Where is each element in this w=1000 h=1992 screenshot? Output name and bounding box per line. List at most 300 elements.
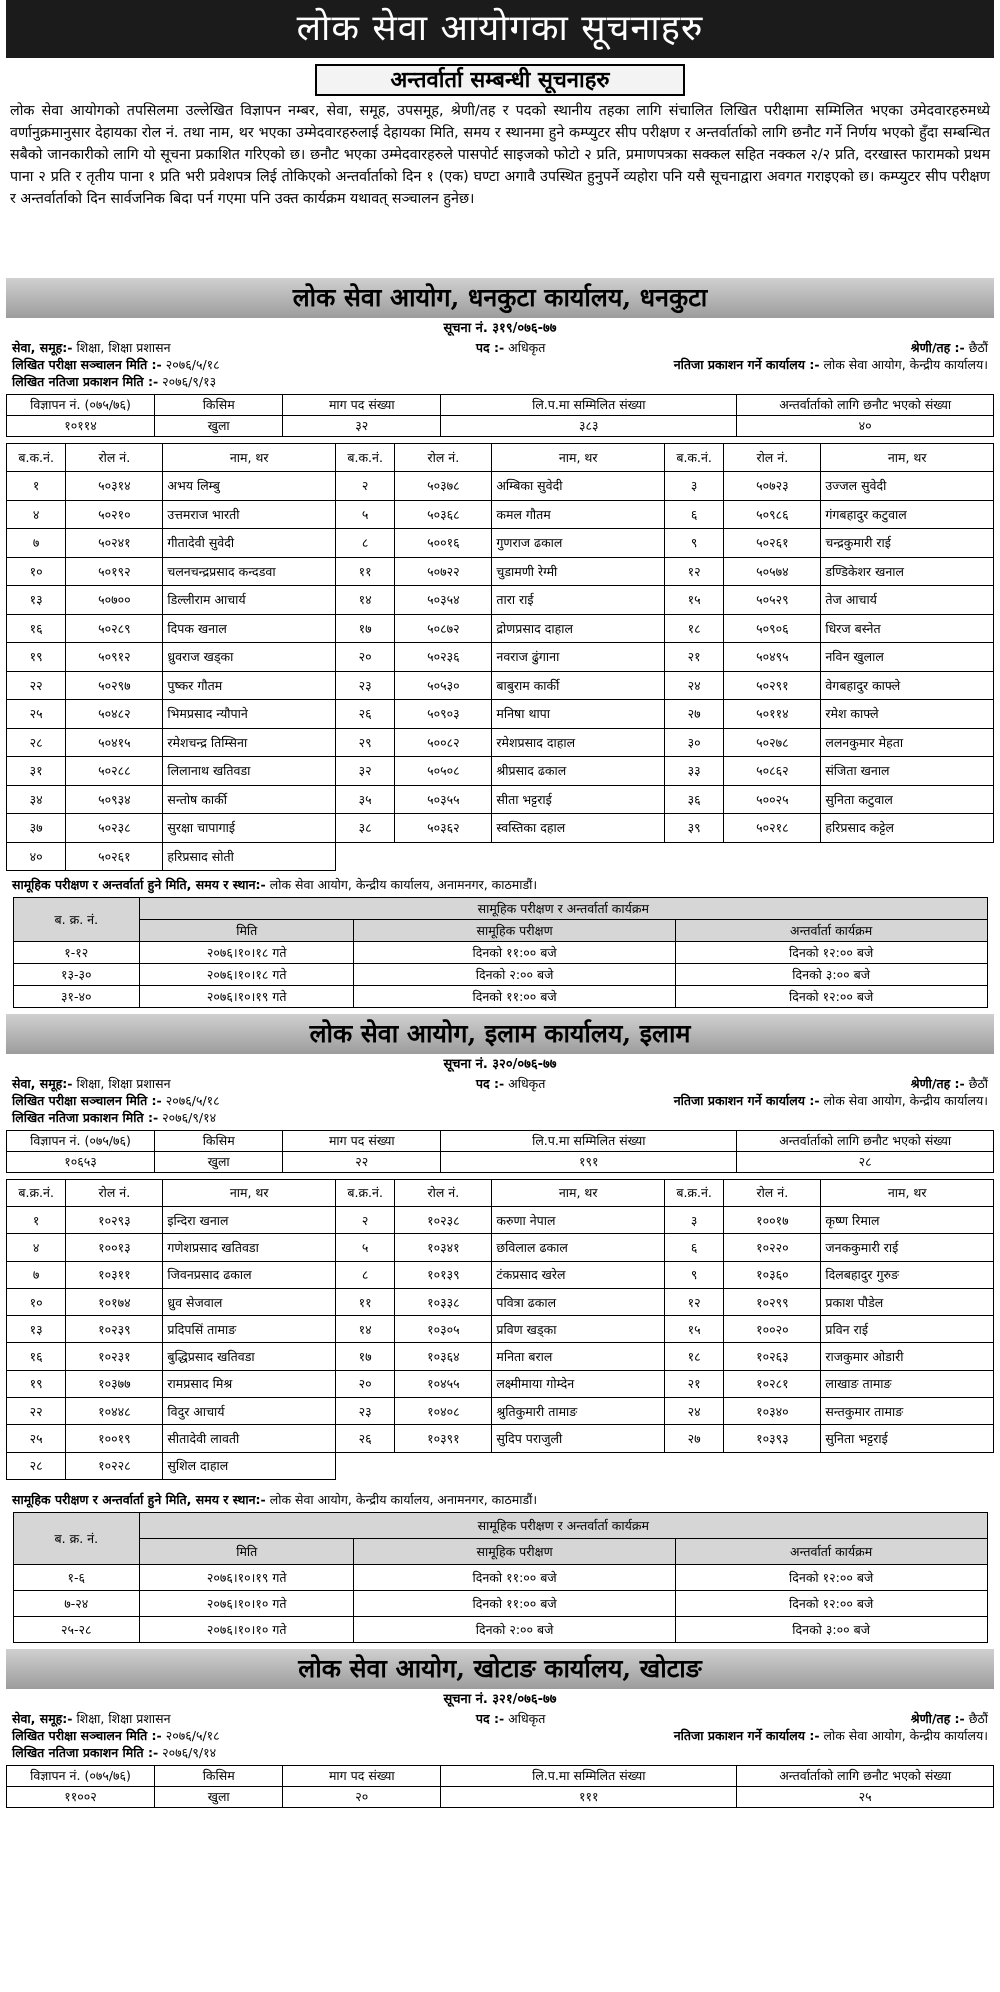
vac-header: किसिम <box>155 1765 283 1786</box>
roll-cell: ५०२६१ <box>724 529 821 558</box>
table-row <box>7 557 994 586</box>
meta-row-2 <box>6 1727 994 1744</box>
table-row <box>7 1206 994 1233</box>
pad-label: पद :- <box>475 339 505 355</box>
roll-cell: १०२६३ <box>724 1343 821 1370</box>
vac-header: माग पद संख्या <box>283 1130 441 1151</box>
roll-cell: १०२३१ <box>66 1343 163 1370</box>
table-row <box>13 986 987 1008</box>
serial-cell: ३३ <box>664 757 723 786</box>
serial-cell: ३ <box>664 472 723 501</box>
cand-header: रोल नं. <box>66 443 163 472</box>
serial-cell: १८ <box>664 1343 723 1370</box>
table-row <box>7 785 994 814</box>
sched-header: अन्तर्वार्ता कार्यक्रम <box>675 1538 987 1564</box>
table-row <box>13 942 987 964</box>
empty-cell <box>395 1452 492 1479</box>
roll-cell: ५०२८९ <box>66 614 163 643</box>
roll-cell: ५००२५ <box>724 785 821 814</box>
interview-cell: दिनको ३:०० बजे <box>675 1616 987 1642</box>
roll-cell: ५०५७४ <box>724 557 821 586</box>
serial-cell: ३९ <box>664 814 723 843</box>
vac-demand: २० <box>283 1786 441 1807</box>
roll-cell: ५०३६८ <box>395 500 492 529</box>
roll-cell: ५०७२२ <box>395 557 492 586</box>
office-ilam <box>6 1014 994 1643</box>
seva-label: सेवा, समूह:- <box>12 1075 73 1091</box>
name-cell: डण्डिकेशर खनाल <box>821 557 994 586</box>
roll-cell: ५०४१५ <box>66 728 163 757</box>
vac-demand: ३२ <box>283 415 441 436</box>
name-cell: हरिप्रसाद कट्टेल <box>821 814 994 843</box>
meta-row-3 <box>6 373 994 390</box>
serial-cell: ४ <box>7 1234 66 1261</box>
roll-cell: ५०५३० <box>395 671 492 700</box>
serial-cell: २२ <box>7 1398 66 1425</box>
name-cell: जिवनप्रसाद ढकाल <box>163 1261 336 1288</box>
vac-header: विज्ञापन नं. (०७५/७६) <box>7 394 155 415</box>
vacancy-table <box>6 394 994 437</box>
name-cell: उत्तमराज भारती <box>163 500 336 529</box>
office-title: लोक सेवा आयोग, खोटाङ कार्यालय, खोटाङ <box>6 1649 994 1689</box>
empty-cell <box>821 842 994 871</box>
vac-header: माग पद संख्या <box>283 1765 441 1786</box>
exam-date-value: २०७६/५/१८ <box>165 356 220 372</box>
name-cell: प्रविन राई <box>821 1316 994 1343</box>
cand-header: रोल नं. <box>395 1179 492 1206</box>
roll-cell: १०२३८ <box>395 1206 492 1233</box>
name-cell: उज्जल सुवेदी <box>821 472 994 501</box>
vac-header: अन्तर्वार्ताको लागि छनौट भएको संख्या <box>737 1765 994 1786</box>
name-cell: श्रुतिकुमारी तामाङ <box>492 1398 665 1425</box>
serial-cell: २४ <box>664 671 723 700</box>
meta-row-1 <box>6 1710 994 1727</box>
vacancy-table <box>6 1765 994 1808</box>
name-cell: लक्ष्मीमाया गोम्देन <box>492 1370 665 1397</box>
empty-cell <box>821 1452 994 1479</box>
roll-cell: १०४४८ <box>66 1398 163 1425</box>
result-date-value: २०७६/९/१४ <box>162 1744 217 1760</box>
name-cell: बुद्धिप्रसाद खतिवडा <box>163 1343 336 1370</box>
name-cell: करुणा नेपाल <box>492 1206 665 1233</box>
seva-value: शिक्षा, शिक्षा प्रशासन <box>76 1075 171 1091</box>
serial-cell: २६ <box>335 700 394 729</box>
serial-cell: ११ <box>335 557 394 586</box>
table-row <box>7 529 994 558</box>
serial-cell: ५ <box>335 1234 394 1261</box>
name-cell: प्रविण खड्का <box>492 1316 665 1343</box>
shreni-value: छैठौं <box>968 339 988 355</box>
pad-value: अधिकृत <box>508 1710 546 1726</box>
serial-cell: ३५ <box>335 785 394 814</box>
name-cell: दिपक खनाल <box>163 614 336 643</box>
table-row <box>7 586 994 615</box>
name-cell: संजिता खनाल <box>821 757 994 786</box>
cand-header: नाम, थर <box>163 1179 336 1206</box>
roll-cell: ५०९३४ <box>66 785 163 814</box>
interview-cell: दिनको ३:०० बजे <box>675 964 987 986</box>
venue-value: लोक सेवा आयोग, केन्द्रीय कार्यालय, अनामनगर, काठमाडौं। <box>269 1491 538 1507</box>
vac-header: लि.प.मा सम्मिलित संख्या <box>441 1130 737 1151</box>
name-cell: इन्दिरा खनाल <box>163 1206 336 1233</box>
name-cell: नवराज ढुंगाना <box>492 643 665 672</box>
roll-cell: ५००८२ <box>395 728 492 757</box>
roll-cell: १०२२८ <box>66 1452 163 1479</box>
table-row <box>7 1425 994 1452</box>
range-cell: १-६ <box>13 1564 140 1590</box>
serial-cell: ३२ <box>335 757 394 786</box>
empty-cell <box>664 1452 723 1479</box>
cand-header: नाम, थर <box>163 443 336 472</box>
name-cell: सन्तकुमार तामाङ <box>821 1398 994 1425</box>
serial-cell: १३ <box>7 1316 66 1343</box>
cand-header: ब.क.नं. <box>7 443 66 472</box>
empty-cell <box>492 842 665 871</box>
name-cell: चन्द्रकुमारी राई <box>821 529 994 558</box>
roll-cell: ५०८७२ <box>395 614 492 643</box>
vac-ad-no: ११००२ <box>7 1786 155 1807</box>
roll-cell: १०३९३ <box>724 1425 821 1452</box>
vac-header: लि.प.मा सम्मिलित संख्या <box>441 394 737 415</box>
name-cell: कृष्ण रिमाल <box>821 1206 994 1233</box>
serial-cell: २६ <box>335 1425 394 1452</box>
sched-header: सामूहिक परीक्षण <box>354 920 675 942</box>
serial-cell: १५ <box>664 586 723 615</box>
name-cell: विदुर आचार्य <box>163 1398 336 1425</box>
cand-header: रोल नं. <box>395 443 492 472</box>
sched-header: मिति <box>140 920 354 942</box>
vac-type: खुला <box>155 1786 283 1807</box>
roll-cell: ५०९८६ <box>724 500 821 529</box>
serial-cell: २९ <box>335 728 394 757</box>
exam-date-value: २०७६/५/१८ <box>165 1727 220 1743</box>
serial-cell: १६ <box>7 1343 66 1370</box>
roll-cell: १०१३९ <box>395 1261 492 1288</box>
vac-type: खुला <box>155 1151 283 1172</box>
roll-cell: ५०५२९ <box>724 586 821 615</box>
pad-value: अधिकृत <box>508 1075 546 1091</box>
group-test-cell: दिनको ११:०० बजे <box>354 1564 675 1590</box>
name-cell: सीतादेवी लावती <box>163 1425 336 1452</box>
range-cell: ३१-४० <box>13 986 140 1008</box>
name-cell: अभय लिम्बु <box>163 472 336 501</box>
sched-header: ब. क्र. नं. <box>13 898 140 942</box>
serial-cell: १० <box>7 557 66 586</box>
serial-cell: ६ <box>664 1234 723 1261</box>
name-cell: वेगबहादुर काफ्ले <box>821 671 994 700</box>
name-cell: रामप्रसाद मिश्र <box>163 1370 336 1397</box>
serial-cell: ११ <box>335 1288 394 1315</box>
roll-cell: ५०२९७ <box>66 671 163 700</box>
serial-cell: २८ <box>7 728 66 757</box>
name-cell: लिलानाथ खतिवडा <box>163 757 336 786</box>
group-test-cell: दिनको ११:०० बजे <box>354 986 675 1008</box>
shreni-value: छैठौं <box>968 1710 988 1726</box>
serial-cell: २ <box>335 1206 394 1233</box>
roll-cell: ५०७०० <box>66 586 163 615</box>
serial-cell: १२ <box>664 1288 723 1315</box>
empty-cell <box>492 1452 665 1479</box>
roll-cell: ५०३७८ <box>395 472 492 501</box>
result-date-value: २०७६/९/१३ <box>162 373 217 389</box>
date-cell: २०७६।१०।१० गते <box>140 1590 354 1616</box>
date-cell: २०७६।१०।१८ गते <box>140 964 354 986</box>
cand-header: ब.क्र.नं. <box>335 1179 394 1206</box>
range-cell: १३-३० <box>13 964 140 986</box>
vac-demand: २२ <box>283 1151 441 1172</box>
serial-cell: ३ <box>664 1206 723 1233</box>
table-row <box>7 1343 994 1370</box>
result-date-label: लिखित नतिजा प्रकाशन मिति :- <box>12 1109 159 1125</box>
vac-header: विज्ञापन नं. (०७५/७६) <box>7 1130 155 1151</box>
name-cell: अम्बिका सुवेदी <box>492 472 665 501</box>
vac-header: माग पद संख्या <box>283 394 441 415</box>
serial-cell: १३ <box>7 586 66 615</box>
candidate-table <box>6 1179 994 1480</box>
roll-cell: १०४०८ <box>395 1398 492 1425</box>
serial-cell: १९ <box>7 1370 66 1397</box>
cand-header: नाम, थर <box>492 1179 665 1206</box>
name-cell: प्रदिपसिं तामाङ <box>163 1316 336 1343</box>
schedule-table <box>13 1512 988 1643</box>
table-row <box>7 472 994 501</box>
name-cell: मनिता बराल <box>492 1343 665 1370</box>
cand-header: रोल नं. <box>724 443 821 472</box>
interview-cell: दिनको १२:०० बजे <box>675 942 987 964</box>
cand-header: ब.क्र.नं. <box>664 1179 723 1206</box>
serial-cell: २७ <box>664 700 723 729</box>
serial-cell: ३० <box>664 728 723 757</box>
vac-header: लि.प.मा सम्मिलित संख्या <box>441 1765 737 1786</box>
name-cell: सुनिता भट्टराई <box>821 1425 994 1452</box>
range-cell: २५-२८ <box>13 1616 140 1642</box>
office-title: लोक सेवा आयोग, इलाम कार्यालय, इलाम <box>6 1014 994 1054</box>
table-row <box>7 500 994 529</box>
vac-header: किसिम <box>155 1130 283 1151</box>
name-cell: रमेशचन्द्र तिम्सिना <box>163 728 336 757</box>
sched-header: सामूहिक परीक्षण <box>354 1538 675 1564</box>
venue-label: सामूहिक परीक्षण र अन्तर्वार्ता हुने मिति, समय र स्थान:- <box>12 1491 266 1507</box>
vac-appeared: १११ <box>441 1786 737 1807</box>
serial-cell: ३८ <box>335 814 394 843</box>
name-cell: गणेशप्रसाद खतिवडा <box>163 1234 336 1261</box>
table-row <box>13 1590 987 1616</box>
venue-label: सामूहिक परीक्षण र अन्तर्वार्ता हुने मिति, समय र स्थान:- <box>12 877 266 893</box>
table-row <box>7 1398 994 1425</box>
table-row <box>7 842 994 871</box>
vac-selected: ४० <box>737 415 994 436</box>
result-date-value: २०७६/९/१४ <box>162 1109 217 1125</box>
table-row <box>13 1564 987 1590</box>
serial-cell: ८ <box>335 529 394 558</box>
roll-cell: १०३९१ <box>395 1425 492 1452</box>
roll-cell: ५०२६१ <box>66 842 163 871</box>
interview-subheading: अन्तर्वार्ता सम्बन्धी सूचनाहरु <box>315 64 685 96</box>
notice-number: सूचना नं. ३२१/०७६-७७ <box>443 1691 557 1707</box>
roll-cell: १०३४१ <box>395 1234 492 1261</box>
office-dhankuta <box>6 278 994 1008</box>
roll-cell: १०४५५ <box>395 1370 492 1397</box>
sched-group-header: सामूहिक परीक्षण र अन्तर्वार्ता कार्यक्रम <box>140 898 987 920</box>
empty-cell <box>724 842 821 871</box>
serial-cell: २० <box>335 643 394 672</box>
name-cell: मनिषा थापा <box>492 700 665 729</box>
sched-header: मिति <box>140 1538 354 1564</box>
date-cell: २०७६।१०।१९ गते <box>140 986 354 1008</box>
cand-header: नाम, थर <box>821 1179 994 1206</box>
roll-cell: १०३७७ <box>66 1370 163 1397</box>
result-office-label: नतिजा प्रकाशन गर्ने कार्यालय :- <box>673 1092 820 1108</box>
venue-value: लोक सेवा आयोग, केन्द्रीय कार्यालय, अनामनगर, काठमाडौं। <box>269 877 538 893</box>
roll-cell: ५०११४ <box>724 700 821 729</box>
empty-cell <box>335 842 394 871</box>
roll-cell: ५०९१२ <box>66 643 163 672</box>
roll-cell: १०१७४ <box>66 1288 163 1315</box>
serial-cell: २५ <box>7 1425 66 1452</box>
table-row <box>7 1452 994 1479</box>
name-cell: सन्तोष कार्की <box>163 785 336 814</box>
vacancy-table <box>6 1130 994 1173</box>
meta-row-1 <box>6 1075 994 1092</box>
roll-cell: १०२८१ <box>724 1370 821 1397</box>
serial-cell: २७ <box>664 1425 723 1452</box>
serial-cell: ७ <box>7 1261 66 1288</box>
roll-cell: १०३०५ <box>395 1316 492 1343</box>
name-cell: सुरक्षा चापागाई <box>163 814 336 843</box>
roll-cell: ५०२१८ <box>724 814 821 843</box>
roll-cell: १०२९३ <box>66 1206 163 1233</box>
group-test-cell: दिनको ११:०० बजे <box>354 942 675 964</box>
interview-cell: दिनको १२:०० बजे <box>675 1590 987 1616</box>
intro-paragraph: लोक सेवा आयोगको तपसिलमा उल्लेखित विज्ञापन नम्बर, सेवा, समूह, उपसमूह, श्रेणी/तह र पदको स्थानीय तहका लागि संचालित लिखित परीक्षामा सम्मिलित भएका उमेदवारहरुमध्ये वर्णानुक्रमानुसार देहायका रोल नं. तथा नाम, थर भएका उम्मेदवारहरुलाई देहायका मिति, समय र स्थानमा हुने कम्प्युटर सीप परीक्षण र अन्तर्वार्ताको लागि छनौट गर्ने निर्णय भएको हुँदा सम्बन्धित सबैको जानकारीको लागि यो सूचना प्रकाशित गरिएको छ। छनौट भएका उम्मेदवारहरुले पासपोर्ट साइजको फोटो २ प्रति, प्रमाणपत्रका सक्कल सहित नक्कल २/२ प्रति, दरखास्त फारामको प्रथम पाना २ प्रति र तृतीय पाना १ प्रति भरी प्रवेशपत्र लिई तोकिएको अन्तर्वार्ताको दिन १ (एक) घण्टा अगावै उपस्थित हुनुपर्ने व्यहोरा पनि यसै सूचनाद्वारा अवगत गराइएको छ। कम्प्युटर सीप परीक्षण र अन्तर्वार्ताको दिन सार्वजनिक बिदा पर्न गएमा पनि उक्त कार्यक्रम यथावत् सञ्चालन हुनेछ। <box>10 103 990 207</box>
name-cell: धिरज बस्नेत <box>821 614 994 643</box>
serial-cell: ९ <box>664 1261 723 1288</box>
serial-cell: ३१ <box>7 757 66 786</box>
serial-cell: ६ <box>664 500 723 529</box>
name-cell: श्रीप्रसाद ढकाल <box>492 757 665 786</box>
roll-cell: ५०३५४ <box>395 586 492 615</box>
serial-cell: १४ <box>335 1316 394 1343</box>
notice-number: सूचना नं. ३२०/०७६-७७ <box>443 1057 557 1073</box>
cand-header: रोल नं. <box>66 1179 163 1206</box>
empty-cell <box>664 842 723 871</box>
vac-header: अन्तर्वार्ताको लागि छनौट भएको संख्या <box>737 1130 994 1151</box>
name-cell: सुनिता कटुवाल <box>821 785 994 814</box>
name-cell: रमेशप्रसाद दाहाल <box>492 728 665 757</box>
vac-appeared: ३८३ <box>441 415 737 436</box>
meta-row-3 <box>6 1109 994 1126</box>
roll-cell: ५०२१० <box>66 500 163 529</box>
serial-cell: २३ <box>335 671 394 700</box>
serial-cell: २८ <box>7 1452 66 1479</box>
exam-date-label: लिखित परीक्षा सञ्चालन मिति :- <box>12 1727 162 1743</box>
meta-row-3 <box>6 1744 994 1761</box>
group-test-cell: दिनको २:०० बजे <box>354 1616 675 1642</box>
table-row <box>7 1234 994 1261</box>
serial-cell: २० <box>335 1370 394 1397</box>
pad-value: अधिकृत <box>508 339 546 355</box>
roll-cell: ५०२८८ <box>66 757 163 786</box>
roll-cell: १०३६० <box>724 1261 821 1288</box>
table-row <box>7 728 994 757</box>
name-cell: गंगबहादुर कटुवाल <box>821 500 994 529</box>
vac-selected: २८ <box>737 1151 994 1172</box>
name-cell: तारा राई <box>492 586 665 615</box>
name-cell: द्रोणप्रसाद दाहाल <box>492 614 665 643</box>
serial-cell: २४ <box>664 1398 723 1425</box>
serial-cell: १७ <box>335 1343 394 1370</box>
name-cell: प्रकाश पौडेल <box>821 1288 994 1315</box>
serial-cell: २२ <box>7 671 66 700</box>
office-title: लोक सेवा आयोग, धनकुटा कार्यालय, धनकुटा <box>6 278 994 318</box>
seva-label: सेवा, समूह:- <box>12 1710 73 1726</box>
name-cell: टंकप्रसाद खरेल <box>492 1261 665 1288</box>
venue-line <box>6 875 994 895</box>
serial-cell: ९ <box>664 529 723 558</box>
cand-header: नाम, थर <box>492 443 665 472</box>
roll-cell: ५००१६ <box>395 529 492 558</box>
roll-cell: ५०४८२ <box>66 700 163 729</box>
roll-cell: ५०२७८ <box>724 728 821 757</box>
table-row <box>13 964 987 986</box>
result-office-value: लोक सेवा आयोग, केन्द्रीय कार्यालय। <box>823 1727 988 1743</box>
name-cell: गुणराज ढकाल <box>492 529 665 558</box>
office-khotang <box>6 1649 994 1808</box>
shreni-value: छैठौं <box>968 1075 988 1091</box>
roll-cell: ५०४९५ <box>724 643 821 672</box>
sched-header: अन्तर्वार्ता कार्यक्रम <box>675 920 987 942</box>
name-cell: ललनकुमार मेहता <box>821 728 994 757</box>
name-cell: सुदिप पराजुली <box>492 1425 665 1452</box>
name-cell: सीता भट्टराई <box>492 785 665 814</box>
empty-cell <box>724 1452 821 1479</box>
serial-cell: १७ <box>335 614 394 643</box>
roll-cell: १०३११ <box>66 1261 163 1288</box>
seva-label: सेवा, समूह:- <box>12 339 73 355</box>
table-row <box>7 1370 994 1397</box>
serial-cell: ४ <box>7 500 66 529</box>
name-cell: डिल्लीराम आचार्य <box>163 586 336 615</box>
table-row <box>7 814 994 843</box>
vac-header: विज्ञापन नं. (०७५/७६) <box>7 1765 155 1786</box>
roll-cell: ५०९०६ <box>724 614 821 643</box>
result-date-label: लिखित नतिजा प्रकाशन मिति :- <box>12 1744 159 1760</box>
roll-cell: ५०८६२ <box>724 757 821 786</box>
roll-cell: १००२० <box>724 1316 821 1343</box>
roll-cell: ५०१९२ <box>66 557 163 586</box>
serial-cell: १८ <box>664 614 723 643</box>
cand-header: रोल नं. <box>724 1179 821 1206</box>
roll-cell: ५०९०३ <box>395 700 492 729</box>
name-cell: बाबुराम कार्की <box>492 671 665 700</box>
name-cell: रमेश काफ्ले <box>821 700 994 729</box>
serial-cell: ७ <box>7 529 66 558</box>
roll-cell: १००१७ <box>724 1206 821 1233</box>
roll-cell: ५०२९१ <box>724 671 821 700</box>
serial-cell: २५ <box>7 700 66 729</box>
name-cell: नविन खुलाल <box>821 643 994 672</box>
shreni-label: श्रेणी/तह :- <box>910 339 965 355</box>
serial-cell: १९ <box>7 643 66 672</box>
serial-cell: ३६ <box>664 785 723 814</box>
group-test-cell: दिनको २:०० बजे <box>354 964 675 986</box>
name-cell: ध्रुव सेजवाल <box>163 1288 336 1315</box>
name-cell: गीतादेवी सुवेदी <box>163 529 336 558</box>
result-date-label: लिखित नतिजा प्रकाशन मिति :- <box>12 373 159 389</box>
serial-cell: ८ <box>335 1261 394 1288</box>
name-cell: राजकुमार ओडारी <box>821 1343 994 1370</box>
empty-cell <box>395 842 492 871</box>
